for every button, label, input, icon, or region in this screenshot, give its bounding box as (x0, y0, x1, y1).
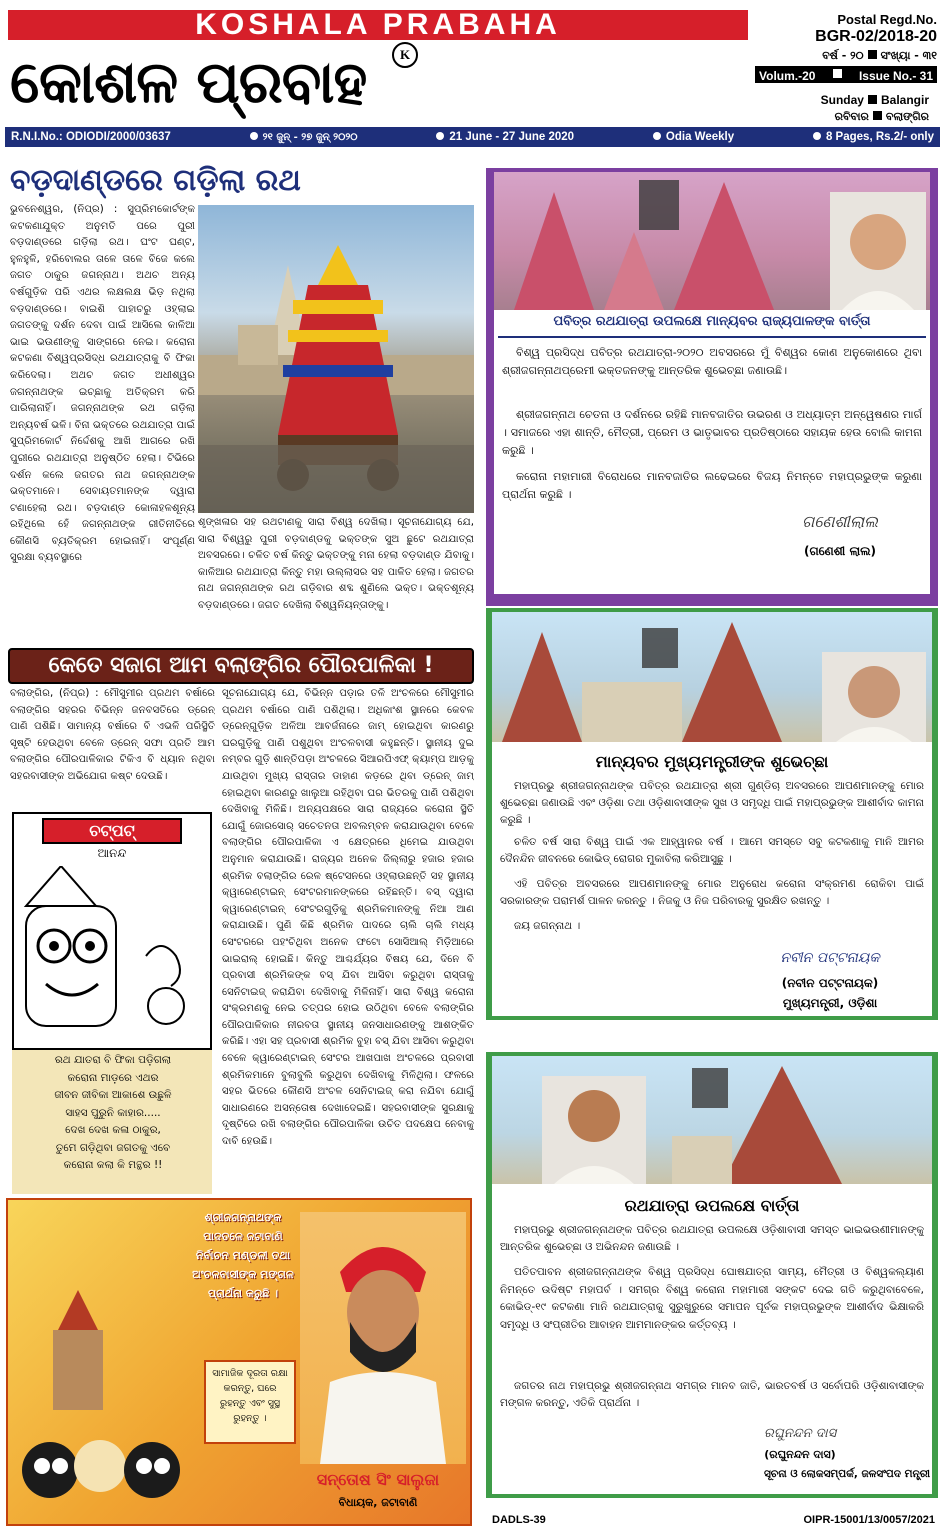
governor-para2: ଶ୍ରୀଜଗନ୍ନାଥ ଚେତନା ଓ ଦର୍ଶନରେ ରହିଛି ମାନବଜାତିର ଉଭରଣ ଓ ଅଧ୍ୟାତ୍ମ ଅନ୍ୱେଷଣର ମାର୍ଗ । ସମାଜରେ ଏହା ଶାନ୍ତି, ମୈତ୍ରୀ, ପ୍ରେମ ଓ ଭାତୃଭାବର ପ୍ରତିଷ୍ଠାରେ ସହାୟକ ହେଉ ବୋଲି କାମନା କରୁଛି । (502, 408, 922, 457)
day-place: Sunday Balangir (820, 93, 929, 107)
minister-heading: ରଥଯାତ୍ରା ଉପଲକ୍ଷେ ବାର୍ତ୍ତା (624, 1196, 800, 1215)
postal-label: Postal Regd.No. (837, 12, 937, 27)
chariot-illustration (198, 205, 474, 513)
governor-signature: ଗଣେଶୀଲାଲ (802, 512, 878, 531)
cm-para4: ଜୟ ଜଗନ୍ନାଥ । (514, 920, 581, 932)
rni-number: R.N.I.No.: ODIODI/2000/03637 (11, 131, 171, 143)
governor-banner (494, 172, 930, 310)
minister-para3: ଜଗତର ନାଥ ମହାପ୍ରଭୁ ଶ୍ରୀଜଗନ୍ନାଥ ସମଗ୍ର ମାନବ ଜାତି, ଭାରତବର୍ଷ ଓ ସର୍ବୋପରି ଓଡ଼ିଶାବାସୀଙ୍କ ମଙ୍ଗଳ କରନ୍ତୁ, ଏତିକି ପ୍ରାର୍ଥନା । (500, 1380, 924, 1409)
article1-body-col1: ଭୁବନେଶ୍ୱର, (ନିପ୍ର) : ସୁପ୍ରିମକୋର୍ଟଙ୍କ କଟକଣାଯୁକ୍ତ ଅନୁମତି ପରେ ପୁରୀ ବଡ଼ଦାଣ୍ଡରେ ଗଡ଼ିଲା ରଥ। ଘଂଟ ଘଣ୍ଟ, ହୁଳହୁଳି, ହରିବୋଲର ତାଳେ ତାଳେ ବିଜେ କଲେ ଜଗତ ଠାକୁର ଜଗନ୍ନାଥ। ଅଥଚ ଅନ୍ୟ ବର୍ଷଗୁଡ଼ିକ ପରି ଏଥର ଲକ୍ଷଲକ୍ଷ ଭିଡ଼ ନଥିଲା ବଡ଼ଦାଣ୍ଡରେ। ବାଇଶି ପାହାଚରୁ ଓହ୍ଲାଇ ଜଗତଙ୍କୁ ଦର୍ଶନ ଦେବା ପାଇଁ ଆସିଲେ କାଳିଆ ଭାଇ ଭଉଣୀଙ୍କୁ ସାଙ୍ଗରେ ନେଇ। କରୋନା କଟକଣା ବିଶ୍ୱପ୍ରସିଦ୍ଧ ରଥଯାତ୍ରାକୁ ବି ଫିକା କରିଦେଲା। ଅଥଚ ଜଗତ ଅଧୀଶ୍ୱର ଜଗନ୍ନାଥଙ୍କ ଇଚ୍ଛାକୁ ଅତିକ୍ରମ କରି ପାରିଲାନାହିଁ। ଜଗନ୍ନାଥଙ୍କ ରଥ ଗଡ଼ିଲା ଅନ୍ୟବର୍ଷ ଭଳି। ବିନା ଭକ୍ତରେ ରଥଯାତ୍ରା ପାଇଁ ସୁପ୍ରିମକୋର୍ଟ ନିର୍ଦ୍ଦେଶକୁ ଆଖି ଆଗରେ ରଖି ପୁରୀରେ ରଥଯାତ୍ରା ଅନୁଷ୍ଠିତ ହେଲା। ଟିଭିରେ ଦର୍ଶନ କଲେ ଜଗତର ନାଥ ଜଗନ୍ନାଥଙ୍କ ଭକ୍ତମାନେ। ସେବାୟତମାନଙ୍କ ଦ୍ୱାରା ଟଣାହେଲା ରଥ। ବଡ଼ଦାଣ୍ଡ କୋଳାହଳଶୂନ୍ୟ ରହିଥିଲେ ହେଁ ଜଗନ୍ନାଥଙ୍କ ରୀତିନୀତିରେ କୌଣସି ବ୍ୟତିକ୍ରମ ହୋଇନାହିଁ। ସଂପୂର୍ଣ୍ଣ ସୁରକ୍ଷା ବ୍ୟବସ୍ଥାରେ (10, 204, 195, 564)
volume-issue: Volum.-20 Issue No.- 31 (759, 69, 933, 83)
odia-year-issue: ବର୍ଷ - ୨୦ ସଂଖ୍ୟା - ୩୧ (822, 49, 937, 62)
odia-dates: ୨୧ ଜୁନ୍ - ୨୭ ଜୁନ୍ ୨୦୨୦ (262, 132, 358, 143)
chatpat-title: ଚଟ୍‌ପଟ୍ (42, 818, 182, 844)
governor-heading: ପବିତ୍ର ରଥଯାତ୍ରା ଉପଲକ୍ଷେ ମାନ୍ୟବର ରାଜ୍ୟପାଳଙ୍କ ବାର୍ତ୍ତା (553, 314, 871, 329)
mla-message: ଶ୍ରୀଜଗନ୍ନାଥଙ୍କ ପାଦତଳେ ଜଟାବାଣି ନିର୍ବାଚନ ମଣ୍ଡଳୀ ତଥା ଅଂଚଳବାସୀଙ୍କ ମଙ୍ଗଳ ପ୍ରାର୍ଥନା କରୁଛି । (192, 1211, 294, 1300)
article2-body-col1: ବଲାଙ୍ଗିର, (ନିପ୍ର) : ମୌସୁମୀର ପ୍ରଥମ ବର୍ଷାରେ ବଲାଙ୍ଗିର ସହରର ବିଭିନ୍ନ ଜନବସତିରେ ଡ୍ରେନ୍ ପାଣି ପଶିଛି। ସାମାନ୍ୟ ବର୍ଷାରେ ବି ଏଭଳି ପରିସ୍ଥିତି ସୃଷ୍ଟି ହେଉଥିବା ବେଳେ ଡ୍ରେନ୍ ସଫା ପ୍ରତି ଆମ ବଲାଙ୍ଗିର ପୌରପାଳିକାର ଟିକିଏ ବି ଧ୍ୟାନ ନଥିବା ସହରବାସୀଙ୍କ ଅଭିଯୋଗ କଷ୍ଟ ଦେଉଛି। (10, 688, 215, 782)
mla-title: ବିଧାୟକ, ଜଟାବାଣି (338, 1496, 418, 1509)
oipr-code: OIPR-15001/13/0057/2021 (803, 1514, 935, 1526)
minister-signature: ରଘୁନନ୍ଦନ ଦାସ (763, 1426, 837, 1441)
governor-para1: ବିଶ୍ୱ ପ୍ରସିଦ୍ଧ ପବିତ୍ର ରଥଯାତ୍ରା-୨୦୨୦ ଅବସରରେ ମୁଁ ବିଶ୍ୱର କୋଣ ଅନୁକୋଣରେ ଥିବା ଶ୍ରୀଜଗନ୍ନାଥପ୍ରେମୀ ଭକ୍ତଜନଙ୍କୁ ଆନ୍ତରିକ ଶୁଭେଚ୍ଛା ଜଣାଉଛି। (502, 346, 922, 377)
chatpat-poem: ରଥ ଯାତରା ବି ଫିକା ପଡ଼ିଗଲା କରୋନା ମାଡ଼ରେ ଏଥର ଜୀବନ ଜୀବିକା ଆକାଶେ ଉଛୁଳି ସାହସ ପୁରୁନି କାହାର..... ଦେଖ ଦେଖ କଳା ଠାକୁର, ତୁମେ ଗଡ଼ିଥିବା ଜଗତକୁ ଏବେ କରୋନା କଲା କି ମନ୍ଥର !! (54, 1054, 172, 1171)
chatpat-author: ଆନନ୍ଦ (97, 846, 127, 860)
mla-note: ସାମାଜିକ ଦୂରତା ରକ୍ଷା କରନ୍ତୁ, ଘରେ ରୁହନ୍ତୁ ଏବଂ ସୁସ୍ଥ ରୁହନ୍ତୁ । (204, 1360, 296, 1444)
odia-day-place: ରବିବାର ବଲାଙ୍ଗିର (834, 110, 929, 123)
cm-heading: ମାନ୍ୟବର ମୁଖ୍ୟମନ୍ତ୍ରୀଙ୍କ ଶୁଭେଚ୍ଛା (595, 752, 829, 771)
jagannath-cartoon (16, 866, 208, 1044)
minister-banner (492, 1056, 932, 1184)
cm-para3: ଏହି ପବିତ୍ର ଅବସରରେ ଆପଣମାନଙ୍କୁ ମୋର ଅନୁରୋଧ କରୋନା ସଂକ୍ରମଣ ରୋକିବା ପାଇଁ ସରକାରଙ୍କ ପରାମର୍ଶ ପାଳନ କରନ୍ତୁ । ନିଜକୁ ଓ ନିଜ ପରିବାରକୁ ସୁରକ୍ଷିତ ରଖନ୍ତୁ । (500, 878, 924, 907)
odia-title-text: କୋଶଳ ପ୍ରବାହ (10, 48, 367, 116)
cm-name: (ନବୀନ ପଟ୍ଟନାୟକ) (781, 976, 879, 990)
governor-name: (ଗଣେଶୀ ଲାଲ) (803, 544, 877, 558)
dates: 21 June - 27 June 2020 (449, 131, 575, 143)
mla-name: ସନ୍ତୋଷ ସିଂ ସାଲୁଜା (316, 1470, 440, 1489)
article2-headline: କେତେ ସଜାଗ ଆମ ବଲାଙ୍ଗିର ପୌରପାଳିକା ! (48, 653, 434, 678)
article2-body-col2: ସୂଚନାଯୋଗ୍ୟ ଯେ, ବିଭିନ୍ନ ପଡ଼ାର ତଳି ଅଂଚଳରେ ମୌସୁମୀର ପ୍ରଥମ ବର୍ଷାରେ ପାଣି ପଶିଥିଲା। ଅଧିକାଂଶ ସ୍ଥାନରେ କେବଳ ଡ୍ରେନ୍‌ଗୁଡ଼ିକ ଅଳିଆ ଆବର୍ଜନାରେ ଜାମ୍ ହୋଇଥିବା କାରଣରୁ ଘରଗୁଡ଼ିକୁ ପାଣି ପଶୁଥିବା ଅଂଚଳବାସୀ କହୁଛନ୍ତି। ସ୍ଥାନୀୟ ଦୁଇ ନମ୍ବର ଗୁଡ଼ି ଶାନ୍ତିପଡ଼ା ଅଂଚଳରେ ସିଆରପିଏଫ୍ କ୍ୟାମ୍ପ ଆଡ଼କୁ ଯାଉଥିବା ମୁଖ୍ୟ ରାସ୍ତାର ଡାହାଣ କଡ଼ରେ ଥିବା ଡ୍ରେନ୍ ଜାମ୍ ହୋଇଥିବା କାରଣରୁ ଖାଲୁଆ ରହିଥିବା ଘର ଭିତରକୁ ପାଣି ପଶିଥିବା ଦେଖିବାକୁ ମିଳିଛି। ଅନ୍ୟପକ୍ଷରେ ସାରା ରାଜ୍ୟରେ କରୋନା ସ୍ଥିତି ଯୋଗୁଁ ଜୋରସୋର୍ ସଚେତନତା ଅବଲମ୍ବନ କରାଯାଉଥିବା ବେଳେ ବଲାଙ୍ଗିର ପୌରପାଳିକା ଏ କ୍ଷେତ୍ରରେ ଧିମେଇ ଯାଉଥିବା ଅନୁମାନ କରାଯାଉଛି। ରାଜ୍ୟର ଅନେକ ଜିଲ୍ଲାରୁ ହଜାର ହଜାର ଶ୍ରମିକ ବଲାଙ୍ଗିର ରେଳ ଷ୍ଟେସନରେ ଓହ୍ଲାଉଛନ୍ତି ସହ ସ୍ଥାନୀୟ କ୍ୱାରେଣ୍ଟାଇନ୍ ସେଂଟରମାନଙ୍କରେ ରହିଛନ୍ତି। ବସ୍ ଦ୍ୱାରା କ୍ୱାରେଣ୍ଟାଇନ୍ ସେଂଟରଗୁଡ଼ିକୁ ଶ୍ରମିକମାନଙ୍କୁ ନିଆ ଆଣ କରାଯାଉଛି। ପୁଣି କିଛି ଶ୍ରମିକ ପାଦରେ ଚାଲି ଚାଲି ମଧ୍ୟ ସେଂଟରରେ ପହଂଚିଥିବା ଅନେକ ଫଟୋ ସୋସିଆଲ୍ ମିଡ଼ିଆରେ ଭାଇରାଲ୍ ହୋଇଛି। କିନ୍ତୁ ଆଶ୍ଚର୍ଯ୍ୟର ବିଷୟ ଯେ, ଦିନେ ବି ପ୍ରବାସୀ ଶ୍ରମିକଙ୍କ ବସ୍ ଯିବା ଆସିବା କରୁଥିବା ରାସ୍ତାକୁ ସେନିଟାଇଜ୍ କରାଯିବା ଦେଖିବାକୁ ମିଳିନାହିଁ। ସାରା ବିଶ୍ୱ କରୋନା ସଂକ୍ରମଣକୁ ନେଇ ତତ୍ପର ହୋଇ ଉଠିଥିବା ବେଳେ ବଲାଙ୍ଗିର ପୌରପାଳିକାର ନୀରବତା ସ୍ଥାନୀୟ ଜନସାଧାରଣଙ୍କୁ ଆଶଙ୍କିତ କରିଛି। ଏହା ସହ ପ୍ରବାସୀ ଶ୍ରମିକ ବୁହା ବସ୍ ଯିବା ଆସିବା କରୁଥିବା ବେଳେ କ୍ୱାରେଣ୍ଟାଇନ୍ ସେଂଟର ଆଖପାଖ ଅଂଚଳରେ ପ୍ରବାସୀ ଶ୍ରମିକମାନେ ବୁଲାବୁଲି କରୁଥିବା ଦେଖିବାକୁ ମିଳିଥିଲା। ଫଳରେ ସହର ଭିତରେ କୌଣସି ଅଂଚଳ ସେନିଟାଇଜ୍ କରା ନଯିବା ଯୋଗୁଁ ସାଧାରଣରେ ଅସନ୍ତୋଷ ଦେଖାଦେଇଛି। ସହରବାସୀଙ୍କ ସୁରକ୍ଷାକୁ ଦୃଷ୍ଟିରେ ରଖି ବଲାଙ୍ଗିର ପୌରପାଳିକା ଉଚିତ ପଦକ୍ଷେପ ନେବାକୁ ଦାବି ହେଉଛି। (222, 688, 474, 1148)
article1-headline: ବଡ଼ଦାଣ୍ଡରେ ଗଡ଼ିଲା ରଥ (10, 163, 301, 198)
pages-price: 8 Pages, Rs.2/- only (825, 131, 934, 143)
cm-banner (492, 612, 932, 742)
cm-signature: ନବୀନ ପଟ୍ଟନାୟକ (780, 950, 880, 966)
odia-title (10, 42, 745, 122)
governor-para3: କରୋନା ମହାମାରୀ ବିରୋଧରେ ମାନବଜାତିର ଲଢେଇରେ ବିଜୟ ନିମନ୍ତେ ମହାପ୍ରଭୁଙ୍କ କରୁଣା ପ୍ରାର୍ଥନା କରୁଛି । (502, 470, 922, 501)
minister-para2: ପତିତପାବନ ଶ୍ରୀଜଗନ୍ନାଥଙ୍କ ବିଶ୍ୱ ପ୍ରସିଦ୍ଧ ଘୋଷଯାତ୍ରା ସାମ୍ୟ, ମୈତ୍ରୀ ଓ ବିଶ୍ୱକଲ୍ୟାଣ ନିମନ୍ତେ ଉଦିଷ୍ଟ ମହାପର୍ବ । ସମଗ୍ର ବିଶ୍ୱ କରୋନା ମହାମାରୀ ସଙ୍କଟ ଦେଇ ଗତି କରୁଥିବାବେଳେ, କୋଭିଡ୍-୧୯ କଟକଣା ମାନି ରଥଯାତ୍ରାକୁ ସୁରୁଖୁରୁରେ ସମାପନ ପୂର୍ବକ ମହାପ୍ରଭୁଙ୍କ ଆଶୀର୍ବାଦ ଭିକ୍ଷାକରି ସମୃଦ୍ଧି ଓ ସଂପ୍ରୀତିର ଆବାହନ ଆମମାନଙ୍କର କର୍ତ୍ତବ୍ୟ । (500, 1266, 924, 1331)
minister-para1: ମହାପ୍ରଭୁ ଶ୍ରୀଜଗନ୍ନାଥଙ୍କ ପବିତ୍ର ରଥଯାତ୍ରା ଉପଲକ୍ଷେ ଓଡ଼ିଶାବାସୀ ସମସ୍ତ ଭାଇଭଉଣୀମାନଙ୍କୁ ଆନ୍ତରିକ ଶୁଭେଚ୍ଛା ଓ ଅଭିନନ୍ଦନ ଜଣାଉଛି । (500, 1224, 924, 1253)
masthead-emblem: K (392, 42, 418, 68)
minister-name: (ରଘୁନନ୍ଦନ ଦାସ) (764, 1448, 836, 1461)
mla-photo (300, 1212, 466, 1464)
info-bar (5, 127, 940, 147)
postal-number: BGR-02/2018-20 (815, 28, 937, 45)
cm-title: ମୁଖ୍ୟମନ୍ତ୍ରୀ, ଓଡ଼ିଶା (782, 996, 878, 1010)
rath-yatra-photo (198, 205, 474, 513)
article1-body-col2: ଶୃଙ୍ଖଳାର ସହ ରଥଟାଣକୁ ସାରା ବିଶ୍ୱ ଦେଖିଲା। ସୂଚନାଯୋଗ୍ୟ ଯେ, ସାରା ବିଶ୍ୱରୁ ପୁରୀ ବଡ଼ଦାଣ୍ଡକୁ ଭକ୍ତଙ୍କ ସୁଅ ଛୁଟେ ରଥଯାତ୍ରା ଅବସରରେ। ଚଳିତ ବର୍ଷ କିନ୍ତୁ ଭକ୍ତଙ୍କୁ ମନା ହେଲା ବଡ଼ଦାଣ୍ଡ ଯିବାକୁ। କାଳିଆର ରଥଯାତ୍ରା କିନ୍ତୁ ମହା ଉଲ୍ଲାସର ସହ ପାଳିତ ହେଲା। ଜଗତର ନାଥ ଜଗନ୍ନାଥଙ୍କ ରଥ ଗଡ଼ିବାର ଶବ୍ଦ ଶୁଣିଲେ ଭକ୍ତ। ଭକ୍ତଶୂନ୍ୟ ବଡ଼ଦାଣ୍ଡରେ। ଜଗତ ଦେଖିଲା ବିଶ୍ୱନିୟନ୍ତାଙ୍କୁ। (198, 517, 474, 611)
chatpat-cartoon (16, 866, 208, 1044)
trinity-illustration (18, 1290, 183, 1526)
english-title: KOSHALA PRABAHA (8, 10, 748, 40)
paper-type: Odia Weekly (665, 131, 735, 143)
minister-title: ସୂଚନା ଓ ଲୋକସମ୍ପର୍କ, ଜଳସଂପଦ ମନ୍ତ୍ରୀ (763, 1468, 930, 1480)
dadls-code: DADLS-39 (492, 1514, 546, 1526)
cm-para2: ଚଳିତ ବର୍ଷ ସାରା ବିଶ୍ୱ ପାଇଁ ଏକ ଆହ୍ୱାନର ବର୍ଷ । ଆମେ ସମସ୍ତେ ସବୁ କଟକଣାକୁ ମାନି ଆମର ଦୈନନ୍ଦିନ ଜୀବନରେ କୋଭିଡ୍ ରୋଗର ମୁକାବିଲା କରିଆସୁଛୁ । (500, 836, 924, 865)
cm-para1: ମହାପ୍ରଭୁ ଶ୍ରୀଜଗନ୍ନାଥଙ୍କ ପବିତ୍ର ରଥଯାତ୍ରା ଶ୍ରୀ ଗୁଣ୍ଡିଚା ଅବସରରେ ଆପଣମାନଙ୍କୁ ମୋର ଶୁଭେଚ୍ଛା ଜଣାଉଛି ଏବଂ ଓଡ଼ିଶା ତଥା ଓଡ଼ିଶାବାସୀଙ୍କ ସୁଖ ଓ ସମୃଦ୍ଧି ପାଇଁ ମହାପ୍ରଭୁଙ୍କ ଆଶୀର୍ବାଦ କାମନା କରୁଛି । (500, 780, 924, 826)
